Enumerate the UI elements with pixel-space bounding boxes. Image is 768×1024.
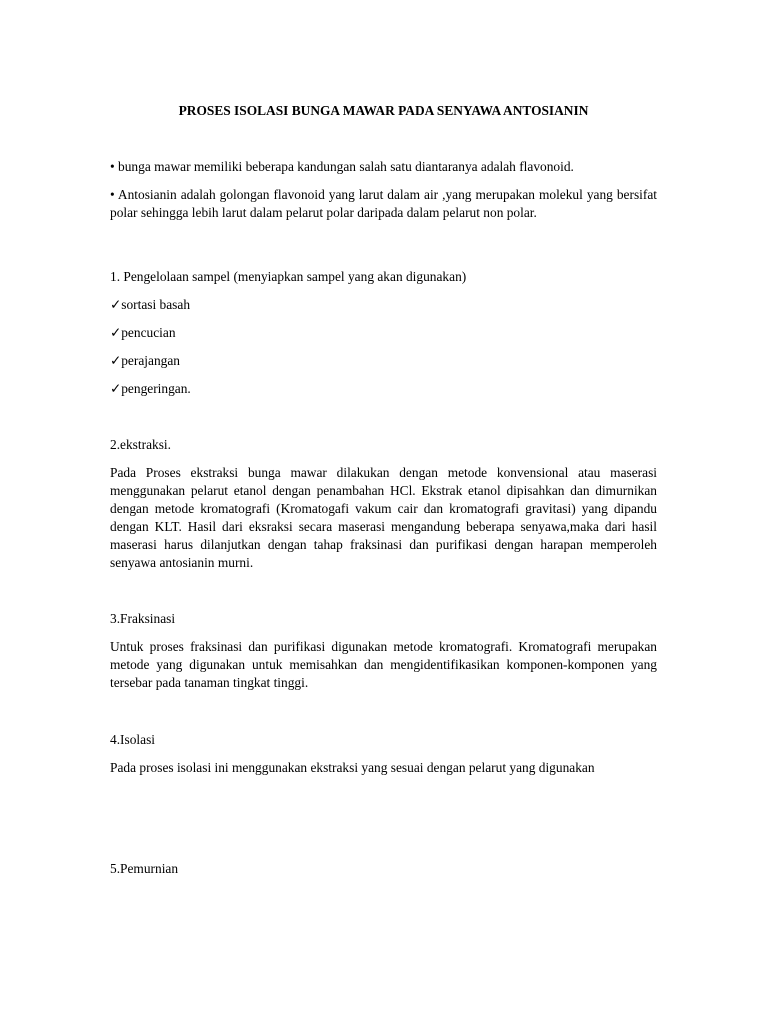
document-title: PROSES ISOLASI BUNGA MAWAR PADA SENYAWA ANTOSIANIN <box>178 103 589 118</box>
section-1-heading: 1. Pengelolaan sampel (menyiapkan sampel yang akan digunakan) <box>110 269 467 284</box>
checklist-item-label: perajangan <box>121 353 180 368</box>
check-icon: ✓ <box>110 325 122 340</box>
section-2-body: Pada Proses ekstraksi bunga mawar dilakukan dengan metode konvensional atau maserasi menggunakan pelarut etanol dengan penambahan HCl. Ekstrak etanol dipisahkan dan dimurnikan dengan metode kromatografi (Kromatogafi vakum cair dan kromatografi gravitasi) yang dipandu dengan KLT. Hasil dari eksraksi secara maserasi mengandung beberapa senyawa,maka dari hasil maserasi harus dilanjutkan dengan tahap fraksinasi dan purifikasi dengan harapan memperoleh senyawa antosianin murni. <box>110 465 657 570</box>
check-icon: ✓ <box>110 381 122 396</box>
bullet-antosianin: • Antosianin adalah golongan flavonoid yang larut dalam air ,yang merupakan molekul yang bersifat polar sehingga lebih larut dalam pelarut polar daripada dalam pelarut non polar. <box>110 187 657 220</box>
checklist-item-label: pengeringan. <box>121 381 191 396</box>
bullet-flavonoid: • bunga mawar memiliki beberapa kandungan salah satu diantaranya adalah flavonoid. <box>110 159 574 174</box>
checklist-item-label: pencucian <box>121 325 176 340</box>
checklist-item-label: sortasi basah <box>121 297 191 312</box>
section-4-heading: 4.Isolasi <box>110 732 156 747</box>
checklist-item <box>110 296 657 314</box>
check-icon: ✓ <box>110 297 122 312</box>
checklist-item <box>110 380 657 398</box>
section-4-body: Pada proses isolasi ini menggunakan ekstraksi yang sesuai dengan pelarut yang digunakan <box>110 760 595 775</box>
section-5-heading: 5.Pemurnian <box>110 861 179 876</box>
section-3-body: Untuk proses fraksinasi dan purifikasi digunakan metode kromatografi. Kromatografi merupakan metode yang digunakan untuk memisahkan dan mengidentifikasikan komponen-komponen yang tersebar pada tanaman tingkat tinggi. <box>110 639 657 690</box>
check-icon: ✓ <box>110 353 122 368</box>
section-2-heading: 2.ekstraksi. <box>110 437 171 452</box>
checklist-item <box>110 352 657 370</box>
checklist-item <box>110 324 657 342</box>
section-3-heading: 3.Fraksinasi <box>110 611 176 626</box>
